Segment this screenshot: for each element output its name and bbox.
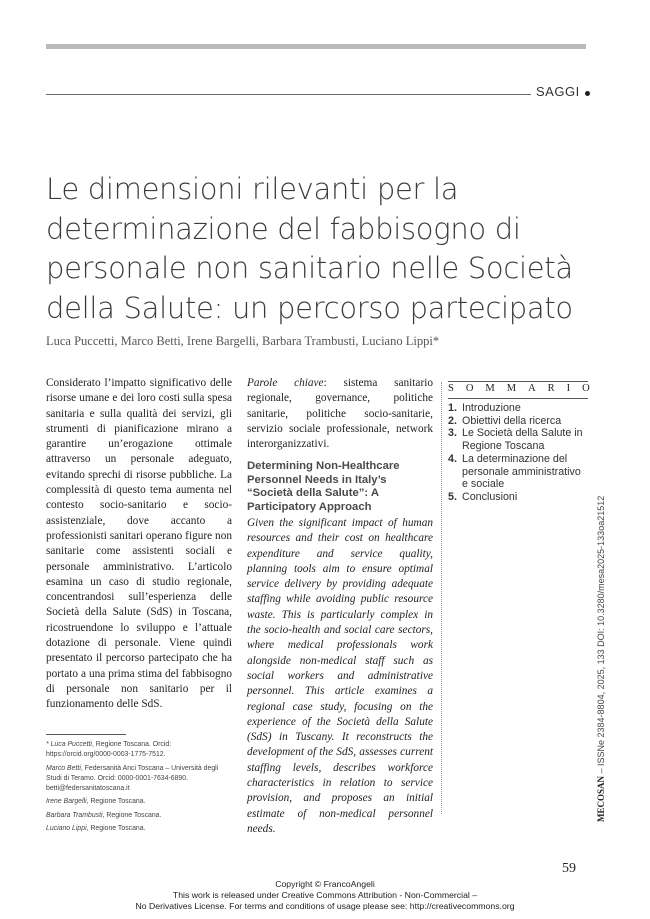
section-label: SAGGI [536,84,580,99]
sommario-item: 2. Obiettivi della ricerca [448,414,562,427]
license-line: No Derivatives License. For terms and conditions of usage please see: http://creativecommons.org [135,901,515,911]
sommario-list [448,402,583,504]
copyright-line: Copyright © FrancoAngeli [275,879,375,889]
page-number: 59 [562,861,576,876]
footnote: Barbara Trambusti, Regione Toscana. [46,811,162,819]
keywords-text: : sistema sanitario regionale, governance, politiche sanitarie, politiche socio-sanitarie, servizio sociale professionale, network interorganizzativi. [247,377,433,451]
keywords-label: Parole chiave [247,377,324,389]
english-title: Determining Non-Healthcare Personnel Needs in Italy’s “Società della Salute”: A Participatory Approach [247,460,400,513]
footnote-rule [46,734,126,735]
sommario-item: 3. Le Società della Salute in Regione Toscana [448,427,583,453]
abstract-english: Given the significant impact of human resources and their cost on healthcare expenditure and service quality, planning tools aim to ensure optimal service delivery by providing adequate staffing while avoiding public resource waste. This is particularly complex in the socio-health and social care sectors, where medical professionals work alongside non-medical staff such as social workers and administrative personnel. This article examines a regional case study, focusing on the experience of the Società della Salute (SdS) in Tuscany. It reconstructs the development of the SdS, assesses current staffing levels, describes workforce characteristics in relation to service provision, and proposes an initial estimate of non-medical personnel needs. [247,517,433,835]
footnote: * Luca Puccetti, Regione Toscana. Orcid: https://orcid.org/0000-0003-1775-7512. [46,741,172,759]
section-rule [46,94,531,95]
article-title: Le dimensioni rilevanti per la determinazione del fabbisogno di personale non sanitario nelle Società della Salute: un percorso partecipato [46,172,573,325]
keywords [247,376,433,452]
sommario-item: 5. Conclusioni [448,490,518,503]
sommario-rule-top [448,381,588,382]
copyright-notice [0,879,650,912]
sommario-item: 1. Introduzione [448,402,521,414]
journal-side-info: MECOSAN – ISSNe 2384-8804, 2025, 133 DOI: 10.3280/mesa2025-133oa21512 [596,495,606,822]
footnote: Luciano Lippi, Regione Toscana. [46,825,146,833]
section-dot [585,91,590,96]
footnote: Irene Bargelli, Regione Toscana. [46,798,146,806]
column-divider [441,382,442,814]
sommario-item: 4. La determinazione del personale amministrativo e sociale [448,452,581,491]
abstract-italian: Considerato l’impatto significativo delle risorse umane e dei loro costi sulla spesa sanitaria e sulla qualità dei servizi, gli strumenti di pianificazione mirano a garantire un’erogazione ottimale attraverso un personale adeguato, evitando sprechi di risorse pubbliche. La complessità di questo tema aumenta nel contesto socio-sanitario e socio-assistenziale, dove accanto a professionisti sanitari operano figure non sanitarie come assistenti sociali e personale amministrativo. L’articolo esamina un caso di studio regionale, concentrandosi sull’esperienza delle Società della Salute (SdS) in Toscana, ricostruendone lo sviluppo e l’attuale dotazione di personale. Viene quindi presentato il percorso partecipato che ha portato a una prima stima del fabbisogno di personale non sanitario per il funzionamento delle SdS. [46,377,232,711]
authors: Luca Puccetti, Marco Betti, Irene Bargelli, Barbara Trambusti, Luciano Lippi* [46,334,440,348]
sommario-rule-bottom [448,398,588,399]
header-bar [46,44,586,49]
sommario-title: SOMMARIO [448,383,602,394]
footnotes [46,740,232,837]
footnote: Marco Betti, Federsanità Anci Toscana – Università degli Studi di Teramo. Orcid: 0000-0001-7634-6890. betti@federsanitatoscana.it [46,764,219,793]
license-line: This work is released under Creative Commons Attribution - Non-Commercial – [172,890,478,900]
